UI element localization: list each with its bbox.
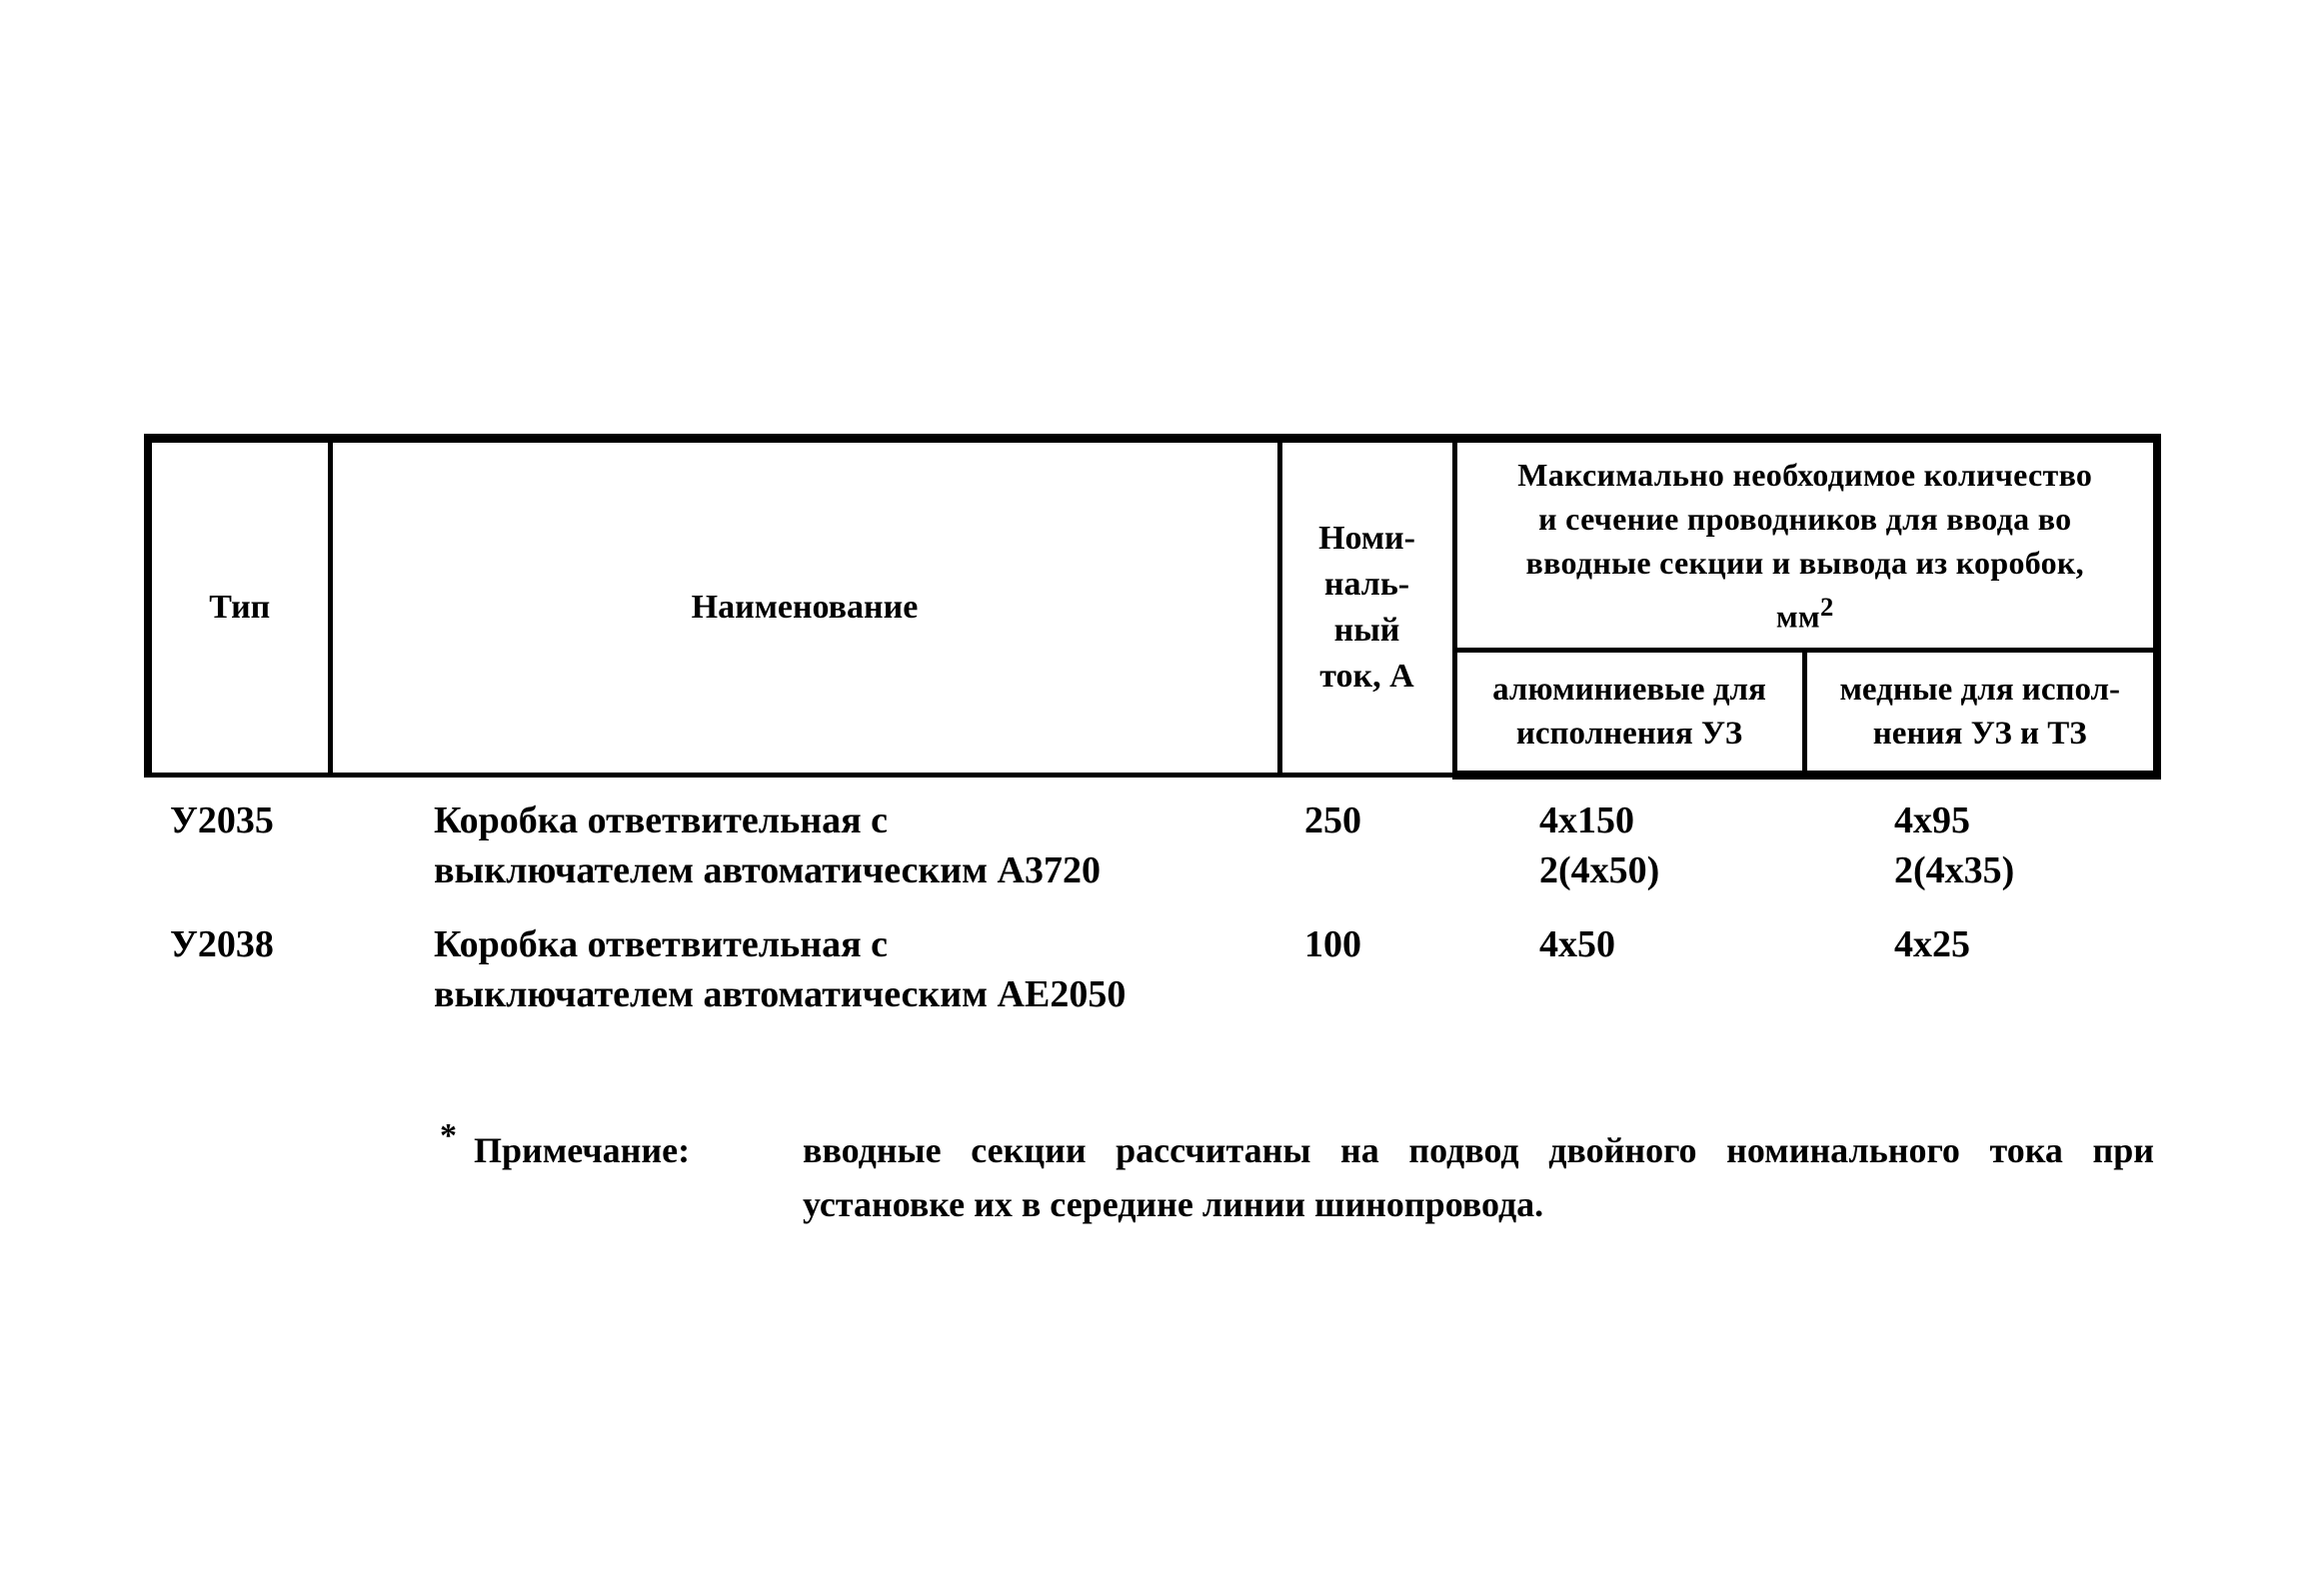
header-conductors-unit: мм xyxy=(1775,598,1821,635)
table-header xyxy=(144,434,2161,780)
header-conductors xyxy=(1454,439,2157,651)
footnote-text: вводные секции рассчитаны на подвод двойного номинального тока при установке их в середине линии шинопровода. xyxy=(803,1130,2154,1224)
header-copper xyxy=(1804,651,2157,776)
row-name xyxy=(434,919,1126,1019)
header-aluminum-line: алюминиевые для xyxy=(1492,672,1766,708)
header-current-line: ный xyxy=(1333,612,1400,649)
row-copper-line: 4х25 xyxy=(1894,923,1970,965)
header-name xyxy=(330,439,1279,776)
row-current: 250 xyxy=(1304,799,1361,841)
header-name-label: Наименование xyxy=(691,589,919,626)
row-name-line: выключателем автоматическим АЕ2050 xyxy=(434,973,1127,1015)
header-copper-line: медные для испол- xyxy=(1839,672,2121,708)
row-name-line: Коробка ответвительная с xyxy=(434,799,889,841)
row-aluminum-line: 2(4х50) xyxy=(1539,849,1660,891)
row-copper xyxy=(1894,796,2014,895)
header-conductors-unit-line xyxy=(1457,585,2154,639)
row-copper xyxy=(1894,919,1970,969)
header-conductors-line: Максимально необходимое количество xyxy=(1517,456,2093,493)
header-copper-line: нения УЗ и ТЗ xyxy=(1872,716,2087,752)
row-current: 100 xyxy=(1304,923,1361,965)
row-name-line: Коробка ответвительная с xyxy=(434,923,889,965)
header-type xyxy=(148,439,330,776)
header-aluminum-line: исполнения УЗ xyxy=(1515,716,1743,752)
header-conductors-line: вводные секции и вывода из коробок, xyxy=(1525,544,2084,581)
header-conductors-unit-sup: 2 xyxy=(1820,591,1834,622)
header-type-label: Тип xyxy=(209,589,271,626)
row-aluminum xyxy=(1539,796,1659,895)
header-aluminum xyxy=(1454,651,1804,776)
row-aluminum-line: 4х150 xyxy=(1539,799,1634,841)
row-name xyxy=(434,796,1101,895)
header-conductors-line: и сечение проводников для ввода во xyxy=(1538,500,2072,537)
footnote-asterisk: * xyxy=(440,1117,457,1154)
row-aluminum xyxy=(1539,919,1615,969)
row-copper-line: 2(4х35) xyxy=(1894,849,2015,891)
header-current-line: Номи- xyxy=(1318,520,1415,557)
row-copper-line: 4х95 xyxy=(1894,799,1970,841)
header-current xyxy=(1279,439,1454,776)
header-current-line: ток, А xyxy=(1319,658,1414,695)
row-aluminum-line: 4х50 xyxy=(1539,923,1615,965)
row-type: У2035 xyxy=(170,799,274,841)
row-name-line: выключателем автоматическим А3720 xyxy=(434,849,1102,891)
footnote-label: Примечание: xyxy=(474,1130,691,1170)
header-current-line: наль- xyxy=(1323,566,1410,603)
row-type: У2038 xyxy=(170,923,274,965)
